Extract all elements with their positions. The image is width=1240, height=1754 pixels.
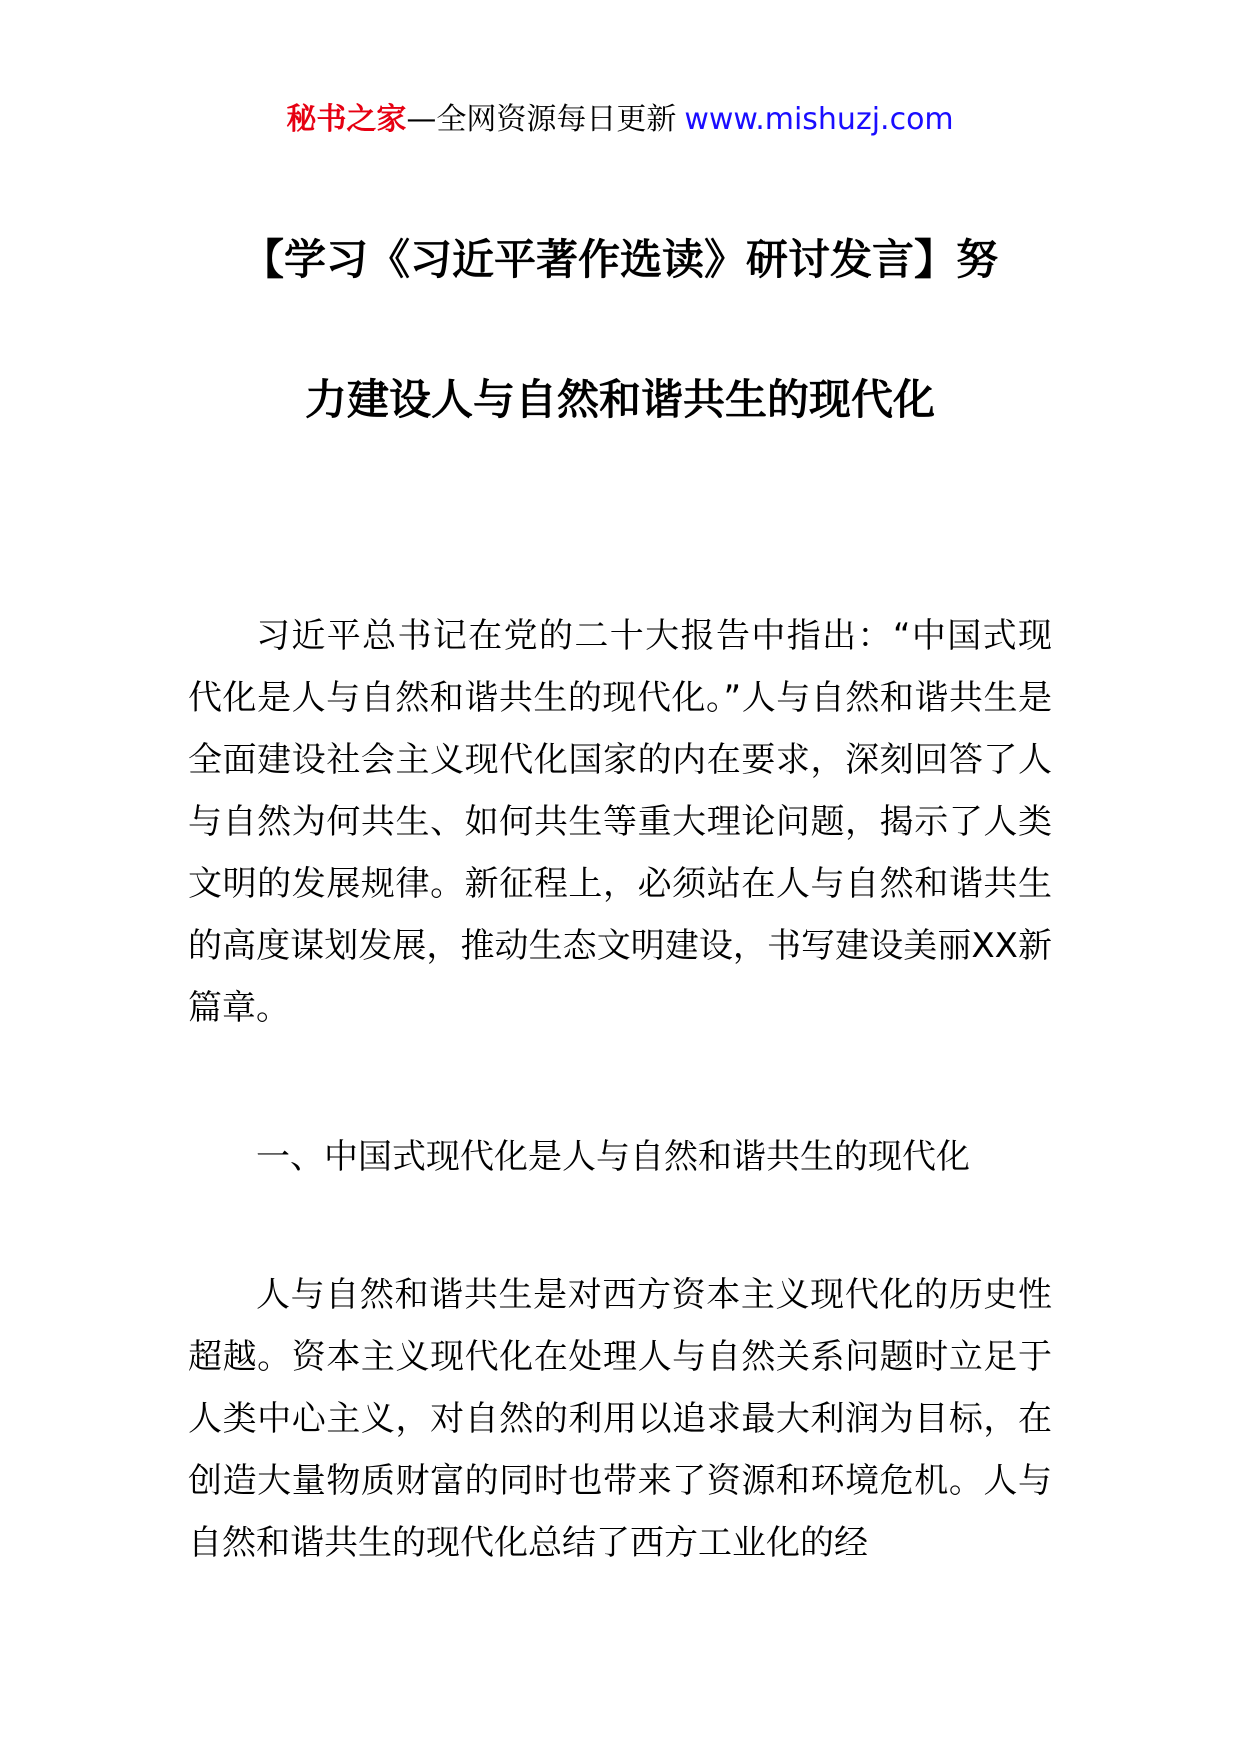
section-heading-1: 一、中国式现代化是人与自然和谐共生的现代化 — [256, 1137, 970, 1177]
body-paragraph-2: 人与自然和谐共生是对西方资本主义现代化的历史性超越。资本主义现代化在处理人与自然关系问题时立足于人类中心主义，对自然的利用以追求最大利润为目标，在创造大量物质财富的同时也带来了资源和环境危机。人与自然和谐共生的现代化总结了西方工业化的经 — [188, 1275, 1052, 1563]
body-paragraph-1: 习近平总书记在党的二十大报告中指出：“中国式现代化是人与自然和谐共生的现代化。”人与自然和谐共生是全面建设社会主义现代化国家的内在要求，深刻回答了人与自然为何共生、如何共生等重大理论问题，揭示了人类文明的发展规律。新征程上，必须站在人与自然和谐共生的高度谋划发展，推动生态文明建设，书写建设美丽XX新篇章。 — [188, 616, 1052, 1028]
site-header — [0, 100, 1240, 140]
site-brand: 秘书之家 — [286, 102, 407, 137]
document-title — [180, 190, 1060, 470]
document-title-line-2: 力建设人与自然和谐共生的现代化 — [304, 375, 935, 424]
document-title-line-1: 【学习《习近平著作选读》研讨发言】努 — [241, 235, 998, 284]
site-tagline: —全网资源每日更新 — [406, 102, 677, 137]
site-url-link[interactable]: www.mishuzj.com — [684, 102, 954, 137]
